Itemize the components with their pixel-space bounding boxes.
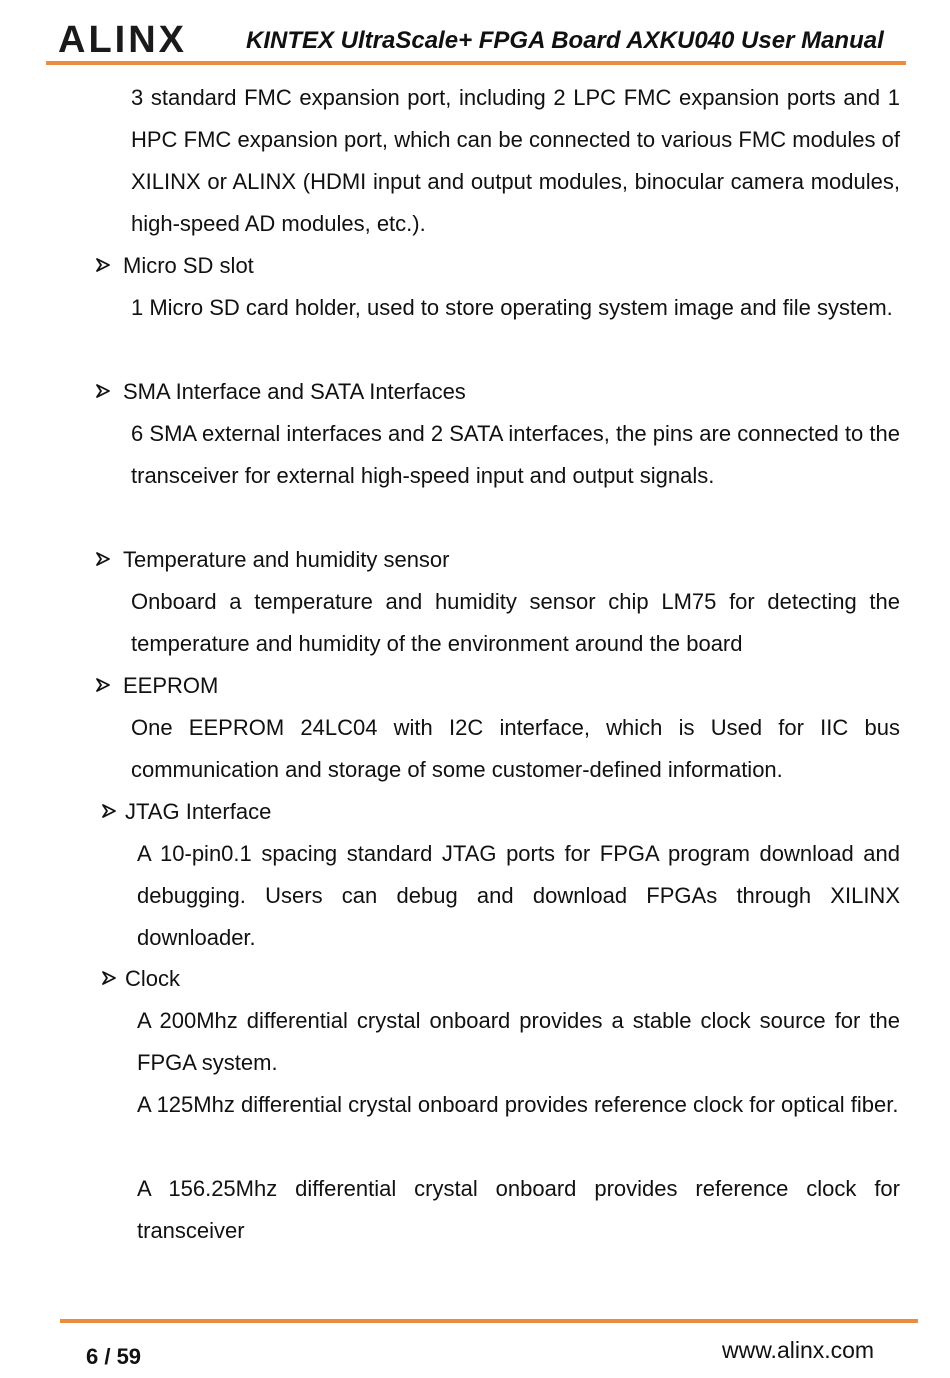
section-heading-temp-sensor <box>95 539 450 581</box>
clock-156mhz-paragraph: A 156.25Mhz differential crystal onboard provides reference clock for transceiver <box>137 1176 900 1243</box>
page-number: 6 / 59 <box>86 1344 142 1369</box>
arrow-bullet-icon <box>95 371 123 413</box>
website-url: www.alinx.com <box>722 1337 875 1363</box>
section-heading-eeprom <box>95 665 218 707</box>
section-heading-label: EEPROM <box>123 673 219 698</box>
page-header <box>0 0 950 66</box>
arrow-bullet-icon <box>95 539 123 581</box>
sma-sata-paragraph: 6 SMA external interfaces and 2 SATA interfaces, the pins are connected to the transceiver for external high-speed input and output signals. <box>131 421 900 488</box>
section-heading-label: JTAG Interface <box>125 799 272 824</box>
temp-sensor-paragraph: Onboard a temperature and humidity sensor chip LM75 for detecting the temperature and humidity of the environment around the board <box>131 589 900 656</box>
section-heading-micro-sd <box>95 245 254 287</box>
clock-200mhz-paragraph: A 200Mhz differential crystal onboard provides a stable clock source for the FPGA system. <box>137 1008 900 1075</box>
fmc-paragraph: 3 standard FMC expansion port, including 2 LPC FMC expansion ports and 1 HPC FMC expansion port, which can be connected to various FMC modules of XILINX or ALINX (HDMI input and output modules, binocular camera modules, high-speed AD modules, etc.). <box>131 85 900 236</box>
footer-divider <box>60 1319 918 1323</box>
arrow-bullet-icon <box>101 958 125 1000</box>
section-heading-label: Micro SD slot <box>123 253 254 278</box>
clock-125mhz-paragraph: A 125Mhz differential crystal onboard provides reference clock for optical fiber. <box>137 1092 899 1117</box>
arrow-bullet-icon <box>95 665 123 707</box>
document-title: KINTEX UltraScale+ FPGA Board AXKU040 User Manual <box>246 27 884 54</box>
arrow-bullet-icon <box>95 245 123 287</box>
section-heading-label: SMA Interface and SATA Interfaces <box>123 379 466 404</box>
eeprom-paragraph: One EEPROM 24LC04 with I2C interface, which is Used for IIC bus communication and storage of some customer-defined information. <box>131 715 900 782</box>
section-heading-sma-sata <box>95 371 466 413</box>
section-heading-jtag <box>101 791 271 833</box>
micro-sd-paragraph: 1 Micro SD card holder, used to store operating system image and file system. <box>131 295 893 320</box>
header-divider <box>46 61 906 65</box>
section-heading-clock <box>101 958 180 1000</box>
jtag-paragraph: A 10-pin0.1 spacing standard JTAG ports for FPGA program download and debugging. Users can debug and download FPGAs through XILINX downloader. <box>137 841 900 950</box>
section-heading-label: Temperature and humidity sensor <box>123 547 450 572</box>
svg-text:ALINX: ALINX <box>58 19 187 58</box>
arrow-bullet-icon <box>101 791 125 833</box>
section-heading-label: Clock <box>125 966 181 991</box>
alinx-logo <box>58 18 218 58</box>
